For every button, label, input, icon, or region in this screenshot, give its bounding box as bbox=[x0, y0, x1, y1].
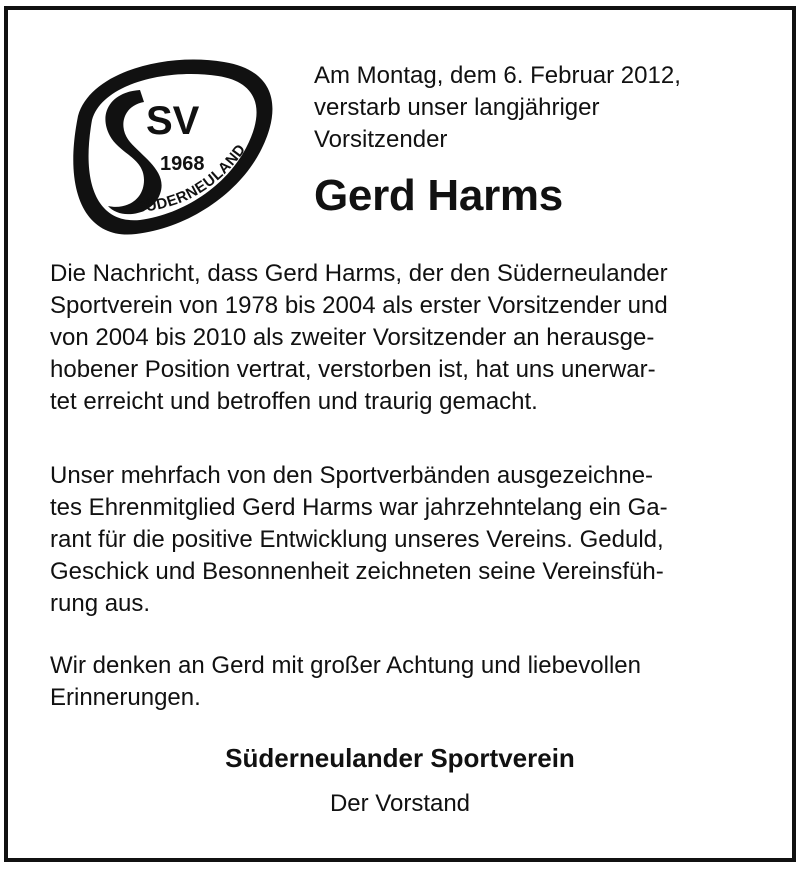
paragraph-line: von 2004 bis 2010 als zweiter Vorsitzender an herausge- bbox=[50, 324, 655, 351]
paragraph-line: Geschick und Besonnenheit zeichneten seine Vereinsfüh- bbox=[50, 558, 664, 585]
paragraph-honorary-member bbox=[50, 460, 750, 620]
paragraph-line: Sportverein von 1978 bis 2004 als erster Vorsitzender und bbox=[50, 292, 668, 319]
paragraph-line: hobener Position vertrat, verstorben ist, hat uns unerwar- bbox=[50, 356, 656, 383]
paragraph-line: tes Ehrenmitglied Gerd Harms war jahrzehntelang ein Ga- bbox=[50, 494, 668, 521]
paragraph-line: Wir denken an Gerd mit großer Achtung und liebevollen bbox=[50, 652, 641, 679]
paragraph-news bbox=[50, 258, 750, 418]
intro-line: Vorsitzender bbox=[314, 126, 448, 153]
deceased-name: Gerd Harms bbox=[314, 171, 563, 220]
paragraph-line: tet erreicht und betroffen und traurig gemacht. bbox=[50, 388, 538, 415]
paragraph-remembrance bbox=[50, 650, 750, 714]
intro-line: Am Montag, dem 6. Februar 2012, bbox=[314, 62, 681, 89]
organization-name: Süderneulander Sportverein bbox=[225, 743, 575, 773]
paragraph-line: Erinnerungen. bbox=[50, 684, 201, 711]
board-signature: Der Vorstand bbox=[329, 790, 471, 817]
paragraph-line: Unser mehrfach von den Sportverbänden ausgezeichne- bbox=[50, 462, 654, 489]
paragraph-line: rant für die positive Entwicklung unseres Vereins. Geduld, bbox=[50, 526, 664, 553]
logo-arc-text: SÜDERNEULAND bbox=[135, 140, 250, 217]
logo-abbreviation: SV bbox=[146, 99, 200, 143]
intro-text bbox=[314, 60, 774, 156]
paragraph-line: Die Nachricht, dass Gerd Harms, der den Süderneulander bbox=[50, 260, 668, 287]
logo-year: 1968 bbox=[160, 153, 205, 175]
club-logo bbox=[48, 48, 288, 240]
intro-line: verstarb unser langjähriger bbox=[314, 94, 600, 121]
paragraph-line: rung aus. bbox=[50, 590, 151, 617]
